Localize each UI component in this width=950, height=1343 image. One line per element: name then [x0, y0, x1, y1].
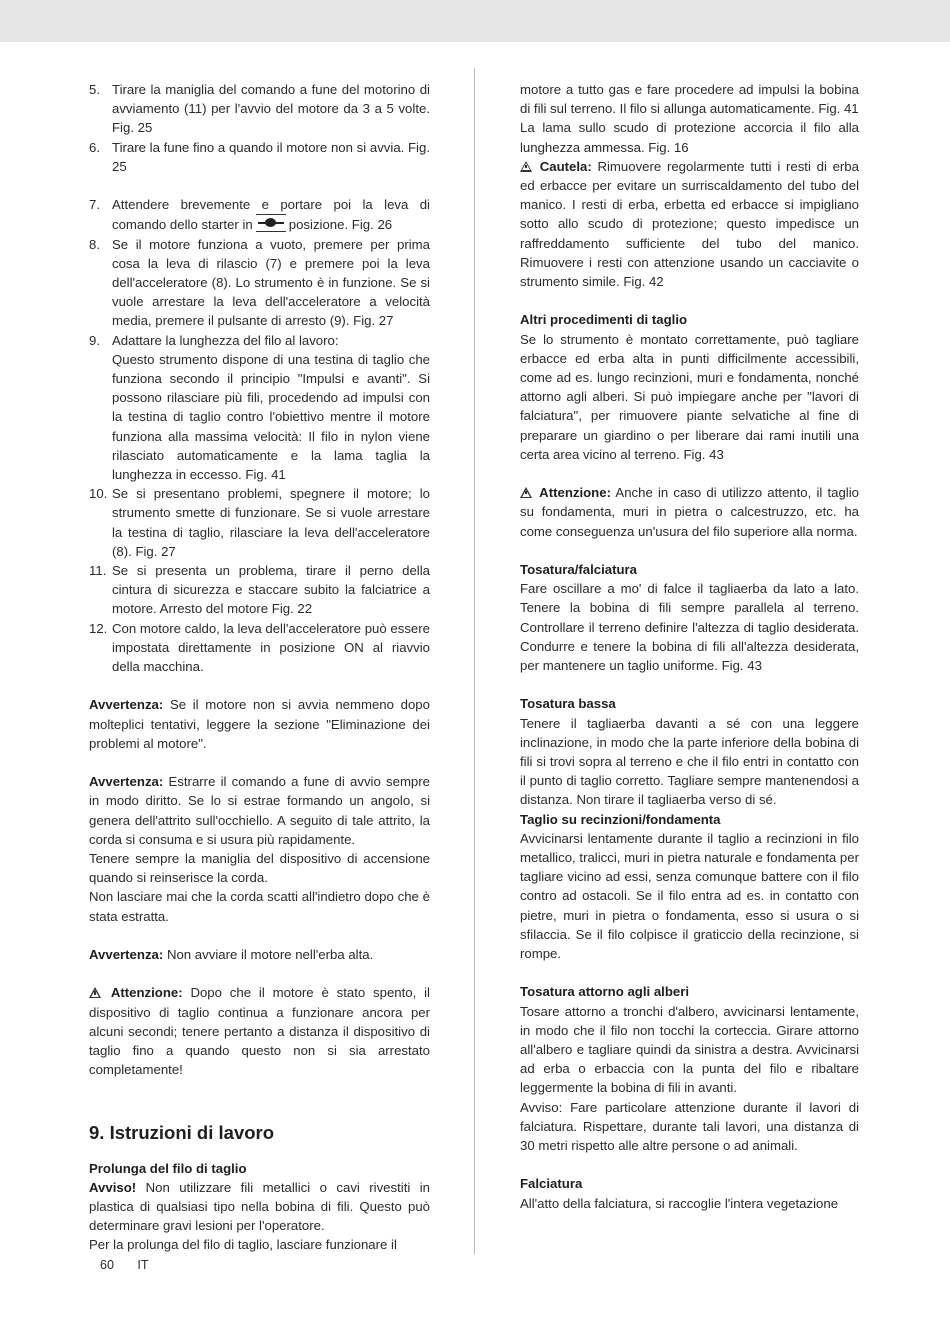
step-number: 10. [89, 486, 108, 502]
warning-triangle-icon [520, 487, 532, 498]
step-number: 6. [89, 139, 100, 155]
paragraph: Avviso: Fare particolare attenzione durante il lavori di falciatura. Rispettare, durante tali lavori, una distanza di 30 metri rispetto alle altre persone o ad animali. [520, 1099, 859, 1154]
note-text: Estrarre il comando a fune di avvio sempre in modo diritto. Se lo si estrae formando un angolo, si genera dell'attrito sull'occhiello. A seguito di tale attrito, la corda si consuma e si usura più rapidamente. [89, 774, 430, 847]
paragraph: All'atto della falciatura, si raccoglie l'intera vegetazione [520, 1195, 839, 1211]
caution-paragraph [520, 157, 859, 291]
note-text: Non lasciare mai che la corda scatti all'indietro dopo che è stata estratta. [89, 889, 430, 924]
left-column [89, 80, 430, 1255]
step-text: Con motore caldo, la leva dell'acceleratore può essere impostata direttamente in posizione ON al riavvio della macchina. [112, 620, 430, 675]
caution-text: Rimuovere regolarmente tutti i resti di erba ed erbacce per evitare un surriscaldamento del tubo del manico. I resti di erba, erbetta ed erbacce si impigliano sotto allo scudo di protezione; questo impedisce un raffreddamento sufficiente del tubo del manico. Rimuovere i resti con attenzione usando un cacciavite o strumento simile. Fig. 42 [520, 158, 859, 290]
step-number: 5. [89, 82, 100, 97]
step-10 [89, 484, 430, 561]
attention-label: Attenzione: [110, 985, 183, 1001]
step-7 [89, 195, 430, 234]
steps-list [89, 80, 430, 676]
subsection-title: Prolunga del filo di taglio [89, 1160, 247, 1176]
notice-text: Per la prolunga del filo di taglio, lasciare funzionare il [89, 1237, 397, 1253]
note-paragraph [89, 772, 430, 849]
column-divider [474, 68, 475, 1254]
section-title: 9. Istruzioni di lavoro [89, 1121, 275, 1143]
warning-triangle-icon [520, 161, 532, 172]
subsection-title: Falciatura [520, 1176, 583, 1192]
attention-label: Attenzione: [539, 485, 611, 501]
step-text: Se il motore funziona a vuoto, premere per prima cosa la leva di rilascio (7) e premere poi la leva dell'acceleratore (8). Lo strumento è in funzione. Se si vuole arrestare la leva dell'acceleratore a velocità media, premere il pulsante di arresto (9). Fig. 27 [112, 236, 430, 329]
attention-text: Dopo che il motore è stato spento, il dispositivo di taglio continua a funzionare ancora per alcuni secondi; tenere pertanto a distanza il dispositivo di taglio fino a quando questo non si sia arrestato completamente! [89, 985, 430, 1078]
step-text: posizione. Fig. 26 [288, 217, 393, 233]
notice-label: Avviso! [89, 1179, 137, 1195]
top-bar [0, 0, 950, 42]
paragraph: Tenere il tagliaerba davanti a sé con una leggere inclinazione, in modo che la parte inferiore della bobina di fili si trovi sopra al terreno e che il filo entri in contatto con il punto di taglio corretto. Tagliare sempre mantenendosi a distanza. Non tirare il tagliaerba verso di sé. [520, 715, 859, 808]
step-text: Se si presenta un problema, tirare il perno della cintura di sicurezza e staccare subito la falciatrice a motore. Arresto del motore Fig. 22 [112, 563, 430, 617]
page-footer [100, 1256, 169, 1274]
step-8 [89, 235, 430, 331]
page-number: 60 [100, 1258, 114, 1272]
attention-paragraph [89, 983, 430, 1079]
step-text: Tirare la fune fino a quando il motore non si avvia. Fig. 25 [112, 139, 430, 174]
attention-paragraph [520, 483, 859, 541]
step-12 [89, 619, 430, 677]
subsection-title: Altri procedimenti di taglio [520, 312, 688, 328]
paragraph: Se lo strumento è montato correttamente, può tagliare erbacce ed erba alta in punti difficilmente accessibili, come ad es. lungo recinzioni, muri e fondamenta, nonché attorno agli alberi. Si può impiegare anche per "lavori di falciatura", per rimuovere piante selvatiche al fine di preparare un giardino o per liberare dai rami inutili una certa area vicino al terreno. Fig. 43 [520, 331, 859, 462]
step-text: Se si presentano problemi, spegnere il motore; lo strumento smette di funzionare. Se si vuole arrestare la testina di taglio, rilasciare la leva dell'acceleratore (8). Fig. 27 [112, 486, 430, 559]
subsection-title: Taglio su recinzioni/fondamenta [520, 811, 721, 827]
note-text: Tenere sempre la maniglia del dispositivo di accensione quando si reinserisce la corda. [89, 851, 430, 886]
note-paragraph [89, 945, 430, 964]
note-label: Avvertenza: [89, 774, 164, 790]
choke-position-icon [256, 214, 286, 232]
note-paragraph [89, 695, 430, 753]
step-9 [89, 331, 430, 485]
warning-triangle-icon [89, 987, 101, 998]
paragraph: Tosare attorno a tronchi d'albero, avvicinarsi lentamente, in modo che il filo non tocchi la corteccia. Girare attorno all'albero e tagliare quindi da sinistra a destra. Avvicinarsi ad erba o erbaccia con la punta del filo e ribaltare leggermente la bobina di fili in avanti. [520, 1003, 859, 1096]
step-number: 7. [89, 197, 100, 213]
step-number: 11. [89, 563, 107, 579]
paragraph: Fare oscillare a mo' di falce il tagliaerba da lato a lato. Tenere la bobina di fili sempre parallela al terreno. Controllare il terreno definire l'altezza di taglio desiderata. Condurre e tenere la bobina di fili all'altezza desiderata, per mantenere un taglio uniforme. Fig. 43 [520, 581, 859, 674]
note-text: Non avviare il motore nell'erba alta. [166, 947, 374, 963]
paragraph: Avvicinarsi lentamente durante il taglio a recinzioni in filo metallico, tralicci, muri in pietra naturale e fondamenta per tagliare vicino ad essi, senza comunque battere con il filo contro ad ostacoli. Se il filo entra ad es. in contatto con pietre, muri in pietra o fondamenta, esso si usura o si sfilaccia. Se il filo colpisce il graticcio della recinzione, si rompe. [520, 830, 859, 962]
step-text: Attendere brevemente e portare poi la leva di comando dello starter in [112, 197, 430, 233]
step-text: Tirare la maniglia del comando a fune del motorino di avviamento (11) per l'avvio del motore da 3 a 5 volte. Fig. 25 [112, 82, 430, 136]
right-column [520, 80, 859, 1213]
step-5 [89, 80, 430, 138]
caution-label: Cautela: [539, 158, 592, 174]
step-text: Questo strumento dispone di una testina di taglio che funziona secondo il principio "Impulsi e avanti". Si possono rilasciare più fili, procedendo ad impulsi con la testina di taglio contro l'obiettivo mentre il motore funziona alla massima velocità: Il filo in nylon viene rilasciato automaticamente e la lama taglia la lunghezza in eccesso. Fig. 41 [112, 351, 430, 483]
paragraph: motore a tutto gas e fare procedere ad impulsi la bobina di fili sul terreno. Il filo si allunga automaticamente. Fig. 41 [520, 82, 859, 117]
notice-text: Non utilizzare fili metallici o cavi rivestiti in plastica di qualsiasi tipo nella bobina di fili. Questo può determinare gravi lesioni per l'operatore. [89, 1179, 430, 1234]
subsection-title: Tosatura/falciatura [520, 562, 638, 578]
subsection-title: Tosatura bassa [520, 696, 616, 712]
step-number: 9. [89, 332, 100, 348]
note-label: Avvertenza: [89, 947, 164, 963]
step-11 [89, 561, 430, 619]
step-text: Adattare la lunghezza del filo al lavoro: [112, 332, 339, 348]
paragraph: La lama sullo scudo di protezione accorcia il filo alla lunghezza ammessa. Fig. 16 [520, 120, 859, 155]
subsection-title: Tosatura attorno agli alberi [520, 984, 690, 1000]
step-number: 8. [89, 236, 100, 252]
attention-text: Anche in caso di utilizzo attento, il taglio su fondamenta, muri in pietra o calcestruzzo, etc. ha come conseguenza un'usura del filo superiore alla norma. [520, 485, 859, 539]
step-6 [89, 138, 430, 176]
language-code: IT [137, 1258, 149, 1272]
notice-paragraph [89, 1178, 430, 1236]
step-number: 12. [89, 620, 108, 636]
note-text: Se il motore non si avvia nemmeno dopo molteplici tentativi, leggere la sezione "Eliminazione dei problemi al motore". [89, 697, 430, 751]
note-label: Avvertenza: [89, 697, 164, 713]
